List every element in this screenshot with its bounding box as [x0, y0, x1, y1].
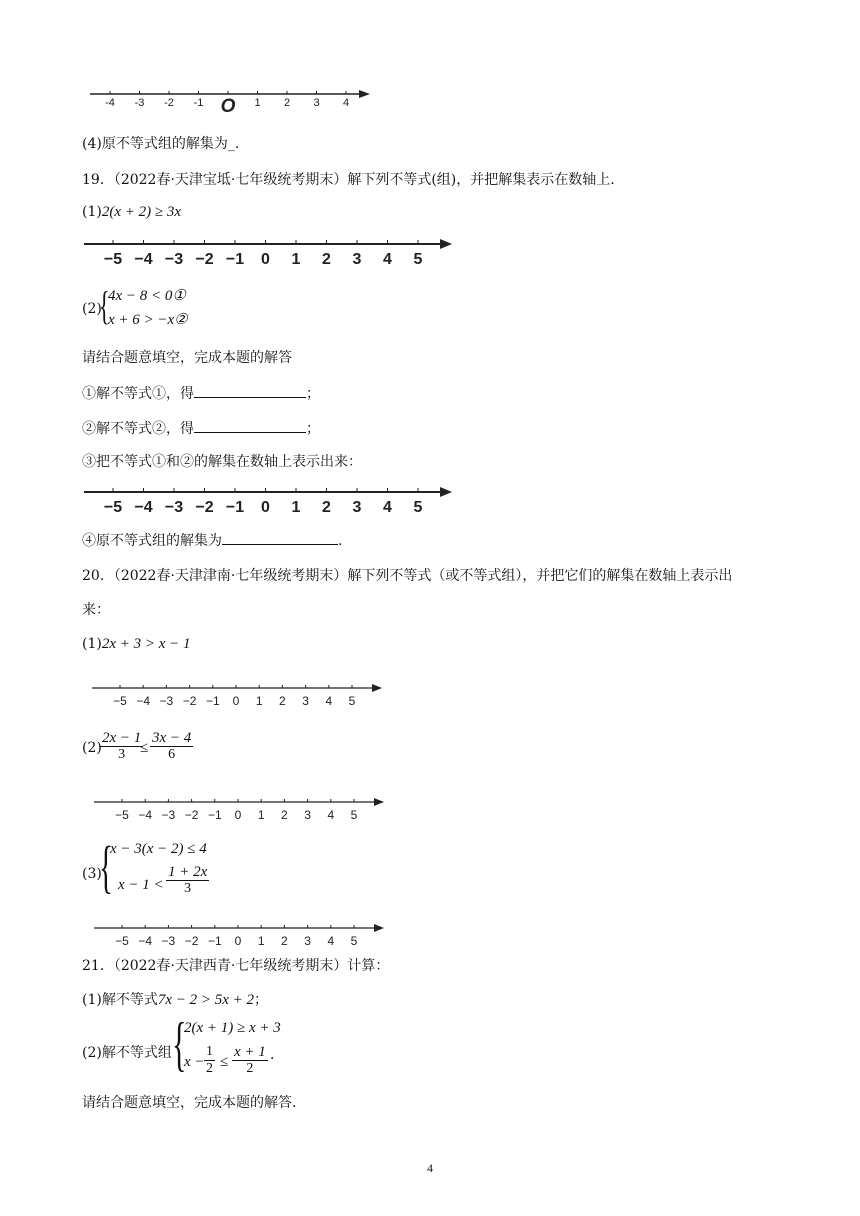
q19-heading: 19．（2022春·天津宝坻·七年级统考期末）解下列不等式(组)，并把解集表示在数轴上.	[82, 172, 615, 188]
tick-label: 4	[327, 808, 335, 822]
tick-label: 4	[383, 251, 392, 268]
q21-part2-frac1-den: 2	[206, 1061, 213, 1076]
q19-instruction: 请结合题意填空，完成本题的解答	[82, 350, 292, 366]
tick-label: -4	[105, 97, 115, 109]
q19-part1-label: (1)	[82, 204, 102, 220]
tick-label: −4	[138, 934, 153, 948]
tick-label: 3	[352, 499, 362, 516]
tick-label: 3	[304, 934, 311, 948]
q21-part1-expr: 7x − 2 > 5x + 2	[157, 992, 255, 1008]
q19-step4-text: ④原不等式组的解集为	[82, 533, 222, 549]
tick-label: −2	[195, 499, 214, 516]
tick-label: 0	[261, 251, 270, 268]
q21-part2-end: ．	[270, 1047, 284, 1063]
tick-label: 4	[383, 499, 392, 516]
q21-part2-text: (2)解不等式组	[82, 1045, 172, 1061]
q21-instruction: 请结合题意填空，完成本题的解答.	[82, 1095, 297, 1111]
tick-label: 2	[283, 97, 291, 109]
q20-part3-frac-num: 1 + 2x	[168, 864, 208, 880]
tick-label: 0	[234, 934, 242, 948]
q20-part2-frac-right-num: 3x − 4	[152, 730, 192, 746]
q19-step4	[82, 530, 342, 551]
tick-label: 1	[255, 694, 263, 708]
tick-label: −2	[184, 808, 199, 822]
tick-label: 2	[281, 934, 288, 948]
tick-label: 2	[279, 694, 286, 708]
tick-label: −4	[134, 251, 153, 268]
q19-step1-text: ①解不等式①，得	[82, 386, 194, 402]
number-line-q19b	[80, 482, 460, 516]
tick-label: 4	[327, 934, 335, 948]
q19-step2-semicolon: ；	[306, 421, 320, 437]
tick-label: −1	[205, 694, 220, 708]
q21-part2-frac2-den: 2	[246, 1061, 254, 1076]
number-line-top-labels	[105, 91, 349, 117]
q20-part2-label: (2)	[82, 740, 102, 756]
tick-label: 1	[291, 499, 301, 516]
q20-part2-relation: ≤	[140, 740, 149, 756]
q19-part2-line2: x + 6 > −x②	[108, 312, 188, 328]
tick-label: 4	[342, 97, 350, 109]
number-line-q20c	[90, 920, 390, 950]
q20-part3-frac	[166, 864, 209, 897]
tick-label: 5	[348, 694, 356, 708]
q20-part3-frac-den: 3	[184, 881, 192, 896]
tick-label: 1	[257, 808, 265, 822]
tick-label: -1	[193, 97, 204, 109]
tick-label: 5	[350, 808, 358, 822]
tick-label: −3	[159, 694, 174, 708]
q19-part2-label: (2)	[82, 301, 102, 317]
q19-step3: ③把不等式①和②的解集在数轴上表示出来：	[82, 454, 362, 470]
tick-label: 3	[302, 694, 309, 708]
tick-label: 2	[322, 251, 331, 268]
tick-label: 0	[261, 499, 270, 516]
q19-step4-blank	[222, 530, 338, 545]
q21-part2-frac1-num: 1	[206, 1044, 213, 1059]
tick-label: −5	[115, 934, 129, 948]
q19-step1-semicolon: ；	[306, 386, 320, 402]
tick-label: 1	[257, 934, 265, 948]
q20-part3-brace: {	[99, 834, 113, 899]
tick-label: −1	[207, 934, 222, 948]
q19-part2-brace: {	[99, 283, 110, 328]
q20-part3-line2-left: x − 1 <	[118, 877, 164, 893]
q20-part2-frac-right-den: 6	[168, 747, 176, 762]
q21-part2-brace: {	[172, 1011, 187, 1077]
tick-label: −4	[134, 499, 153, 516]
tick-label: −2	[182, 694, 197, 708]
q21-part2-frac2-num: x + 1	[234, 1044, 266, 1060]
tick-label: 5	[413, 499, 423, 516]
tick-label: 3	[304, 808, 311, 822]
tick-label: -2	[164, 97, 174, 109]
q20-part2-frac-left-num: 2x − 1	[102, 730, 142, 746]
q21-part1-text: (1)解不等式	[82, 992, 158, 1008]
tick-label: −2	[195, 251, 214, 268]
number-line-q20a	[88, 680, 388, 710]
number-line-top	[80, 82, 380, 118]
tick-label: −5	[113, 694, 127, 708]
tick-label: −5	[103, 251, 123, 268]
tick-label: 4	[325, 694, 333, 708]
tick-label: -3	[134, 97, 145, 109]
q19-part1-expr: 2(x + 2) ≥ 3x	[101, 204, 182, 220]
tick-label: −5	[115, 808, 129, 822]
tick-label: 3	[352, 251, 362, 268]
q20-part2-frac-right	[150, 730, 193, 763]
tick-label: 0	[232, 694, 240, 708]
number-line-q20b	[90, 794, 390, 824]
tick-label: 5	[350, 934, 358, 948]
tick-label: −1	[225, 499, 245, 516]
q21-part1-end: ；	[254, 992, 269, 1008]
tick-label: 5	[413, 251, 423, 268]
q21-part2-relation: ≤	[220, 1054, 229, 1070]
q19-step1-blank	[194, 383, 306, 398]
q21-part1	[82, 990, 268, 1010]
q19-step2	[82, 418, 320, 439]
tick-label: −2	[184, 934, 199, 948]
tick-label: 2	[322, 499, 331, 516]
q20-part1-label: (1)	[82, 636, 102, 652]
q19-step2-text: ②解不等式②，得	[82, 421, 194, 437]
q20-heading-line1: 20．（2022春·天津津南·七年级统考期末）解下列不等式（或不等式组），并把它们的解集在数轴上表示出	[82, 568, 733, 584]
q21-part2-frac2	[232, 1044, 268, 1077]
q19-step1	[82, 383, 320, 404]
origin-label: O	[220, 96, 236, 117]
tick-label: 0	[234, 808, 242, 822]
q20-heading-line2: 来：	[82, 602, 110, 618]
q20-part1-expr: 2x + 3 > x − 1	[101, 636, 191, 652]
tick-label: −3	[161, 934, 176, 948]
q20-part3-line1: x − 3(x − 2) ≤ 4	[110, 841, 207, 857]
tick-label: 2	[281, 808, 288, 822]
tick-label: −3	[161, 808, 176, 822]
tick-label: −3	[164, 499, 184, 516]
tick-label: −1	[225, 251, 245, 268]
tick-label: −4	[138, 808, 153, 822]
tick-label: 3	[313, 97, 320, 109]
tick-label: −4	[136, 694, 151, 708]
q21-part2-line2-left: x −	[184, 1054, 205, 1070]
q20-part2-frac-left	[100, 730, 143, 763]
q20-part3-label: (3)	[82, 866, 102, 882]
q19-part1	[82, 202, 181, 222]
q19-step4-period: .	[338, 533, 343, 549]
q21-part2-line1: 2(x + 1) ≥ x + 3	[184, 1020, 281, 1036]
tick-label: −3	[164, 251, 184, 268]
q20-part2-frac-left-den: 3	[118, 747, 126, 762]
q18-part4: (4)原不等式组的解集为_.	[82, 136, 240, 152]
number-line-q19a	[80, 234, 460, 268]
tick-label: 1	[291, 251, 301, 268]
tick-label: −1	[207, 808, 222, 822]
q20-part1	[82, 634, 191, 654]
q21-part2-frac1	[204, 1044, 215, 1077]
tick-label: −5	[103, 499, 123, 516]
q19-part2-line1: 4x − 8 < 0①	[108, 288, 186, 304]
page-number: 4	[427, 1161, 433, 1175]
q19-step2-blank	[194, 418, 306, 433]
tick-label: 1	[254, 97, 261, 109]
q21-heading: 21．（2022春·天津西青·七年级统考期末）计算：	[82, 958, 390, 974]
